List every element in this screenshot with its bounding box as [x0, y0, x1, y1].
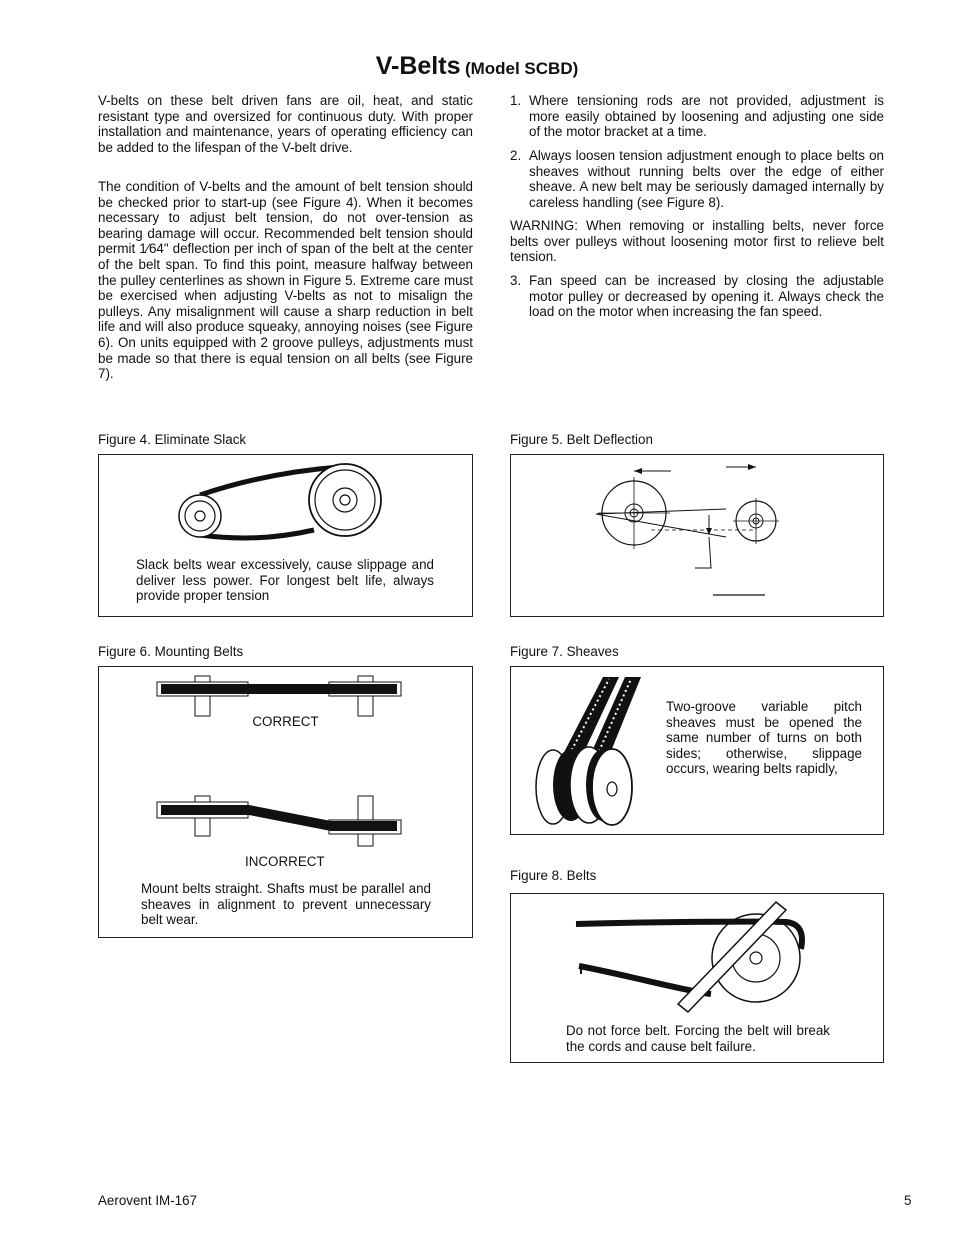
- list-text: Always loosen tension adjustment enough to place belts on sheaves without running belts over the edge of either sheave. A new belt may be seriously damaged internally by careless handling (see Figure 8).: [529, 148, 884, 210]
- intro-paragraph: V-belts on these belt driven fans are oil, heat, and static resistant type and oversized for continuous duty. With proper installation and maintenance, years of operating efficiency can be added to the lifespan of the V-belt drive.: [98, 93, 473, 155]
- figure-5-box: [510, 454, 884, 617]
- figure-8-caption: Figure 8. Belts: [510, 868, 597, 883]
- figure-4-text: Slack belts wear excessively, cause slippage and deliver less power. For longest belt life, always provide proper tension: [136, 557, 434, 604]
- figure-7-text: Two-groove variable pitch sheaves must be opened the same number of turns on both sides; otherwise, slippage occurs, wearing belts rapidly,: [666, 699, 862, 777]
- figure-8-text: Do not force belt. Forcing the belt will break the cords and cause belt failure.: [566, 1023, 830, 1054]
- list-item-2: [510, 148, 884, 212]
- list-number: 2.: [510, 148, 522, 163]
- title-sub: (Model SCBD): [464, 59, 579, 78]
- figure-6-text: Mount belts straight. Shafts must be parallel and sheaves in alignment to prevent unnecessary belt wear.: [141, 881, 431, 928]
- tension-paragraph: The condition of V-belts and the amount of belt tension should be checked prior to start-up (see Figure 4). When it becomes necessary to adjust belt tension, do not over-tension as bearing damage will occur. Recommended belt tension should permit 1⁄64" deflection per inch of span of the belt at the center of the belt span. To find this point, measure halfway between the pulley centerlines as shown in Figure 5. Extreme care must be exercised when adjusting V-belts as not to misalign the pulleys. Any misalignment will cause a sharp reduction in belt life and will also produce squeaky, annoying noises (see Figure 6). On units equipped with 2 groove pulleys, adjustments must be made so that there is equal tension on all belts (see Figure 7).: [98, 179, 473, 382]
- figure-4-box: [98, 454, 473, 617]
- figure-5-caption: Figure 5. Belt Deflection: [510, 432, 653, 447]
- list-number: 3.: [510, 273, 522, 288]
- figure-7-box: [510, 666, 884, 835]
- figure-6-box: [98, 666, 473, 938]
- list-text: Fan speed can be increased by closing the adjustable motor pulley or decreased by opening it. Always check the load on the motor when increasing the fan speed.: [529, 273, 884, 320]
- title-main: V-Belts: [375, 52, 461, 80]
- footer-document-id: Aerovent IM-167: [98, 1193, 197, 1208]
- figure-8-box: [510, 893, 884, 1063]
- list-item-1: [510, 93, 884, 141]
- list-item-3: [510, 273, 884, 337]
- correct-label: CORRECT: [252, 714, 319, 729]
- figure-4-caption: Figure 4. Eliminate Slack: [98, 432, 247, 447]
- incorrect-label: INCORRECT: [245, 854, 325, 869]
- figure-6-caption: Figure 6. Mounting Belts: [98, 644, 244, 659]
- list-text: Where tensioning rods are not provided, adjustment is more easily obtained by loosening and adjusting one side of the motor bracket at a time.: [529, 93, 884, 140]
- list-number: 1.: [510, 93, 522, 108]
- figure-7-caption: Figure 7. Sheaves: [510, 644, 619, 659]
- page-number: 5: [904, 1193, 912, 1208]
- warning-paragraph: WARNING: When removing or installing belts, never force belts over pulleys without loosening motor first to relieve belt tension.: [510, 218, 884, 265]
- page-title: [0, 52, 954, 81]
- belt-deflection-diagram: [511, 455, 885, 618]
